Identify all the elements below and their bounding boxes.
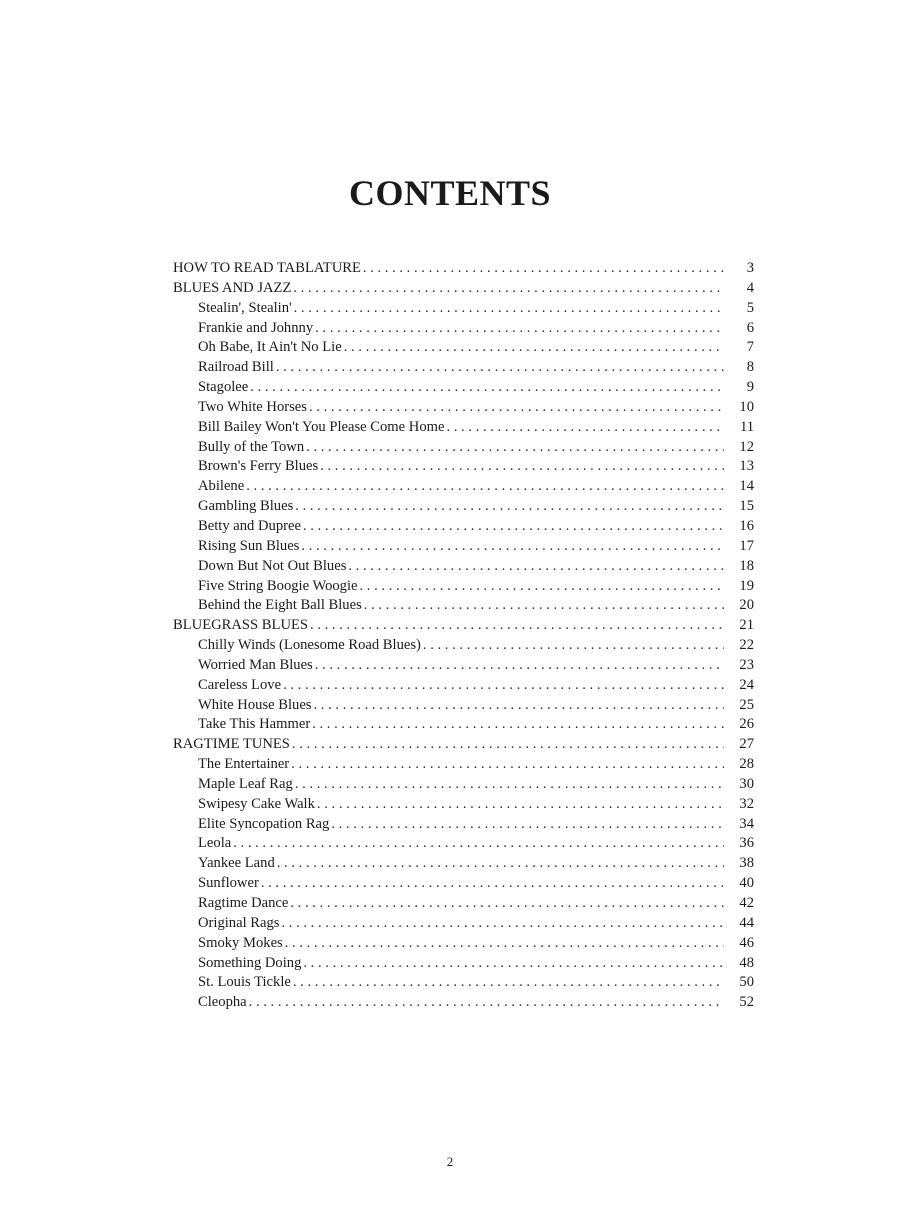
toc-entry-page: 13 xyxy=(739,458,754,475)
dot-leader xyxy=(246,478,724,495)
toc-entry-page: 4 xyxy=(746,279,754,296)
toc-entry-page: 27 xyxy=(739,736,754,753)
toc-entry xyxy=(173,816,754,836)
toc-entry-title: Ragtime Dance xyxy=(198,895,289,911)
toc-entry-page: 16 xyxy=(739,517,754,534)
toc-entry xyxy=(173,439,754,459)
toc-entry-page: 23 xyxy=(739,656,754,673)
toc-entry-page: 19 xyxy=(739,577,754,594)
toc-entry-title: Sunflower xyxy=(198,875,259,892)
toc-entry-title: Smoky Mokes xyxy=(198,934,283,951)
toc-entry-page: 24 xyxy=(739,676,754,693)
toc-entry-page: 10 xyxy=(739,398,754,415)
dot-leader xyxy=(320,458,724,475)
dot-leader xyxy=(250,379,724,396)
toc-entry-page: 25 xyxy=(739,696,754,713)
toc-entry-title: Bully of the Town xyxy=(198,438,305,455)
toc-entry xyxy=(173,478,754,498)
toc-entry-title: BLUEGRASS BLUES xyxy=(173,617,309,634)
toc-entry xyxy=(173,677,754,697)
toc-entry-title: Brown's Ferry Blues xyxy=(198,458,319,475)
toc-entry-page: 22 xyxy=(739,637,754,654)
toc-entry xyxy=(173,498,754,518)
toc-entry-title: Railroad Bill xyxy=(198,359,274,376)
dot-leader xyxy=(303,955,724,972)
toc-entry-page: 8 xyxy=(746,359,754,376)
toc-entry-page: 20 xyxy=(739,597,754,614)
toc-entry xyxy=(173,855,754,875)
dot-leader xyxy=(301,538,724,555)
toc-entry-title: Bill Bailey Won't You Please Come Home xyxy=(198,418,445,435)
dot-leader xyxy=(364,597,724,614)
table-of-contents xyxy=(173,260,754,1014)
dot-leader xyxy=(312,716,724,733)
toc-entry-page: 28 xyxy=(739,756,754,773)
toc-section xyxy=(173,260,754,280)
toc-entry-title: Behind the Eight Ball Blues xyxy=(198,597,362,614)
toc-entry-page: 14 xyxy=(739,478,754,495)
toc-entry-page: 30 xyxy=(739,775,754,792)
toc-entry-page: 32 xyxy=(739,795,754,812)
dot-leader xyxy=(446,419,724,436)
toc-entry xyxy=(173,955,754,975)
toc-entry xyxy=(173,379,754,399)
toc-entry xyxy=(173,895,754,915)
toc-entry-page: 40 xyxy=(739,875,754,892)
dot-leader xyxy=(309,399,724,416)
toc-entry-page: 48 xyxy=(739,954,754,971)
toc-entry xyxy=(173,359,754,379)
toc-entry-page: 12 xyxy=(739,438,754,455)
dot-leader xyxy=(314,697,725,714)
dot-leader xyxy=(295,498,724,515)
toc-entry-title: Elite Syncopation Rag xyxy=(198,815,330,832)
toc-entry xyxy=(173,637,754,657)
toc-entry-page: 18 xyxy=(739,557,754,574)
dot-leader xyxy=(261,875,724,892)
dot-leader xyxy=(315,657,724,674)
dot-leader xyxy=(331,816,724,833)
toc-entry-title: St. Louis Tickle xyxy=(198,974,291,991)
dot-leader xyxy=(315,320,724,337)
toc-entry-title: White House Blues xyxy=(198,696,312,713)
toc-entry-page: 42 xyxy=(739,895,754,911)
toc-entry-title: Something Doing xyxy=(198,954,302,971)
toc-entry-page: 3 xyxy=(746,260,754,276)
toc-entry-page: 7 xyxy=(746,339,754,356)
dot-leader xyxy=(295,776,724,793)
dot-leader xyxy=(348,558,724,575)
toc-entry xyxy=(173,300,754,320)
toc-entry xyxy=(173,796,754,816)
toc-entry-title: Gambling Blues xyxy=(198,498,294,515)
toc-entry-title: Betty and Dupree xyxy=(198,517,301,534)
toc-entry xyxy=(173,756,754,776)
toc-entry-page: 34 xyxy=(739,815,754,832)
toc-entry xyxy=(173,835,754,855)
dot-leader xyxy=(276,359,724,376)
toc-entry-title: Take This Hammer xyxy=(198,716,311,733)
toc-entry xyxy=(173,578,754,598)
toc-entry xyxy=(173,538,754,558)
toc-entry-page: 15 xyxy=(739,498,754,515)
toc-entry-title: Stagolee xyxy=(198,379,249,396)
toc-entry-page: 52 xyxy=(739,994,754,1011)
toc-entry-title: Worried Man Blues xyxy=(198,656,313,673)
toc-entry-title: Original Rags xyxy=(198,914,280,931)
toc-entry-page: 50 xyxy=(739,974,754,991)
dot-leader xyxy=(281,915,724,932)
toc-entry xyxy=(173,994,754,1014)
page-title: CONTENTS xyxy=(348,173,552,213)
toc-entry xyxy=(173,776,754,796)
toc-entry-title: Leola xyxy=(198,835,232,852)
toc-entry-page: 38 xyxy=(739,855,754,872)
toc-section xyxy=(173,736,754,756)
dot-leader xyxy=(233,835,724,852)
dot-leader xyxy=(290,895,724,912)
dot-leader xyxy=(363,260,724,277)
toc-entry-page: 17 xyxy=(739,537,754,554)
toc-entry-title: Swipesy Cake Walk xyxy=(198,795,315,812)
dot-leader xyxy=(291,756,724,773)
toc-section xyxy=(173,280,754,300)
toc-entry-page: 36 xyxy=(739,835,754,852)
toc-entry xyxy=(173,558,754,578)
toc-entry-page: 9 xyxy=(746,379,754,396)
dot-leader xyxy=(306,439,724,456)
dot-leader xyxy=(360,578,725,595)
toc-entry-title: Frankie and Johnny xyxy=(198,319,314,336)
toc-entry-title: RAGTIME TUNES xyxy=(173,736,290,753)
toc-entry-title: Abilene xyxy=(198,478,245,495)
toc-entry-title: Chilly Winds (Lonesome Road Blues) xyxy=(198,637,421,654)
toc-entry-page: 11 xyxy=(739,418,754,435)
toc-entry-title: The Entertainer xyxy=(198,756,290,773)
toc-entry xyxy=(173,320,754,340)
toc-entry-title: Careless Love xyxy=(198,676,282,693)
toc-entry xyxy=(173,974,754,994)
toc-entry-page: 5 xyxy=(746,299,754,316)
toc-entry xyxy=(173,518,754,538)
toc-entry-title: Yankee Land xyxy=(198,855,275,872)
dot-leader xyxy=(344,339,724,356)
toc-entry-title: Down But Not Out Blues xyxy=(198,557,347,574)
dot-leader xyxy=(277,855,724,872)
toc-entry-page: 6 xyxy=(746,319,754,336)
toc-entry-page: 26 xyxy=(739,716,754,733)
toc-entry-title: Maple Leaf Rag xyxy=(198,775,293,792)
toc-entry xyxy=(173,915,754,935)
dot-leader xyxy=(293,280,724,297)
dot-leader xyxy=(423,637,724,654)
dot-leader xyxy=(293,974,724,991)
toc-entry xyxy=(173,597,754,617)
toc-entry xyxy=(173,697,754,717)
dot-leader xyxy=(285,935,724,952)
toc-entry-title: BLUES AND JAZZ xyxy=(173,279,292,296)
toc-section xyxy=(173,617,754,637)
toc-entry xyxy=(173,458,754,478)
dot-leader xyxy=(303,518,724,535)
toc-entry-title: Stealin', Stealin' xyxy=(198,299,292,316)
toc-entry-page: 46 xyxy=(739,934,754,951)
toc-entry xyxy=(173,657,754,677)
toc-entry-page: 44 xyxy=(739,914,754,931)
toc-entry-title: Oh Babe, It Ain't No Lie xyxy=(198,339,342,356)
toc-entry xyxy=(173,935,754,955)
toc-entry xyxy=(173,399,754,419)
dot-leader xyxy=(283,677,724,694)
dot-leader xyxy=(249,994,724,1011)
toc-entry-title: Five String Boogie Woogie xyxy=(198,577,358,594)
toc-entry-title: Cleopha xyxy=(198,994,247,1011)
toc-entry-title: Rising Sun Blues xyxy=(198,537,300,554)
dot-leader xyxy=(294,300,724,317)
toc-entry-title: Two White Horses xyxy=(198,398,307,415)
toc-entry-title: HOW TO READ TABLATURE xyxy=(173,260,361,276)
page-number: 2 xyxy=(446,1154,454,1169)
toc-entry xyxy=(173,339,754,359)
toc-entry xyxy=(173,716,754,736)
toc-entry-page: 21 xyxy=(739,617,754,634)
dot-leader xyxy=(292,736,724,753)
dot-leader xyxy=(310,617,724,634)
toc-entry xyxy=(173,875,754,895)
toc-entry xyxy=(173,419,754,439)
dot-leader xyxy=(317,796,724,813)
